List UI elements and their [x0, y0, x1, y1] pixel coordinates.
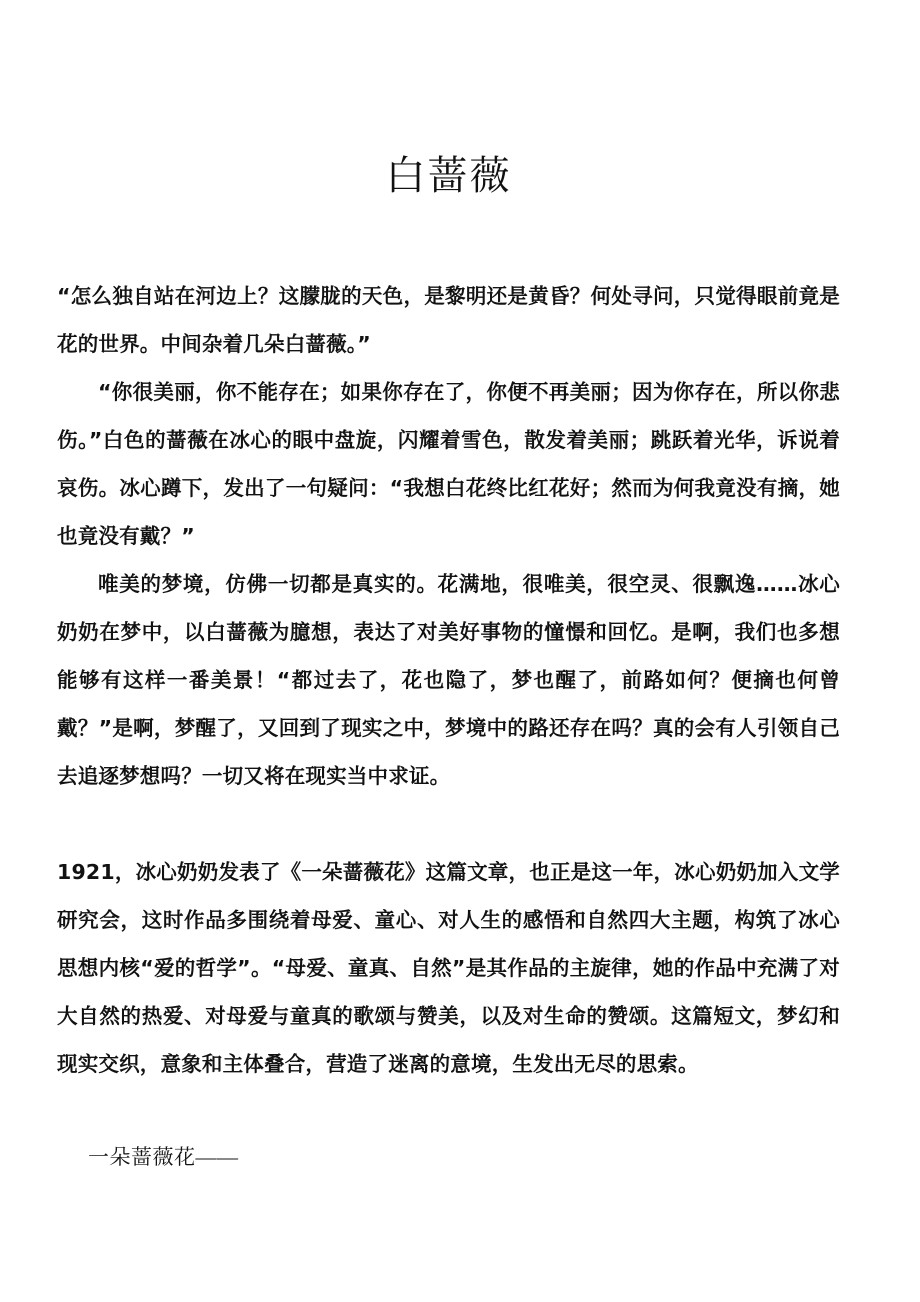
- paragraph-background-1921: 1921，冰心奶奶发表了《一朵蔷薇花》这篇文章，也正是这一年，冰心奶奶加入文学研究会，这时作品多围绕着母爱、童心、对人生的感悟和自然四大主题，构筑了冰心思想内核“爱的哲学”。“母爱、童真、自然”是其作品的主旋律，她的作品中充满了对大自然的热爱、对母爱与童真的歌颂与赞美，以及对生命的赞颂。这篇短文，梦幻和现实交织，意象和主体叠合，营造了迷离的意境，生发出无尽的思索。: [57, 860, 840, 1076]
- source-attribution: 一朵蔷薇花——: [88, 1145, 239, 1169]
- paragraph-commentary-dream: 唯美的梦境，仿佛一切都是真实的。花满地，很唯美，很空灵、很飘逸……冰心奶奶在梦中，以白蔷薇为臆想，表达了对美好事物的憧憬和回忆。是啊，我们也多想能够有这样一番美景！“都过去了，花也隐了，梦也醒了，前路如何？便摘也何曾戴？”是啊，梦醒了，又回到了现实之中，梦境中的路还存在吗？真的会有人引领自己去追逐梦想吗？一切又将在现实当中求证。: [57, 572, 840, 788]
- paragraph-quote-opening: “怎么独自站在河边上？这朦胧的天色，是黎明还是黄昏？何处寻问，只觉得眼前竟是花的世界。中间杂着几朵白蔷薇。”: [57, 284, 840, 356]
- page-title: 白蔷薇: [385, 153, 512, 198]
- paragraph-commentary-beauty: “你很美丽，你不能存在；如果你存在了，你便不再美丽；因为你存在，所以你悲伤。”白色的蔷薇在冰心的眼中盘旋，闪耀着雪色，散发着美丽；跳跃着光华，诉说着哀伤。冰心蹲下，发出了一句疑问：“我想白花终比红花好；然而为何我竟没有摘，她也竟没有戴？”: [57, 380, 840, 548]
- document-body: [57, 200, 840, 1178]
- document-content: [57, 0, 840, 1178]
